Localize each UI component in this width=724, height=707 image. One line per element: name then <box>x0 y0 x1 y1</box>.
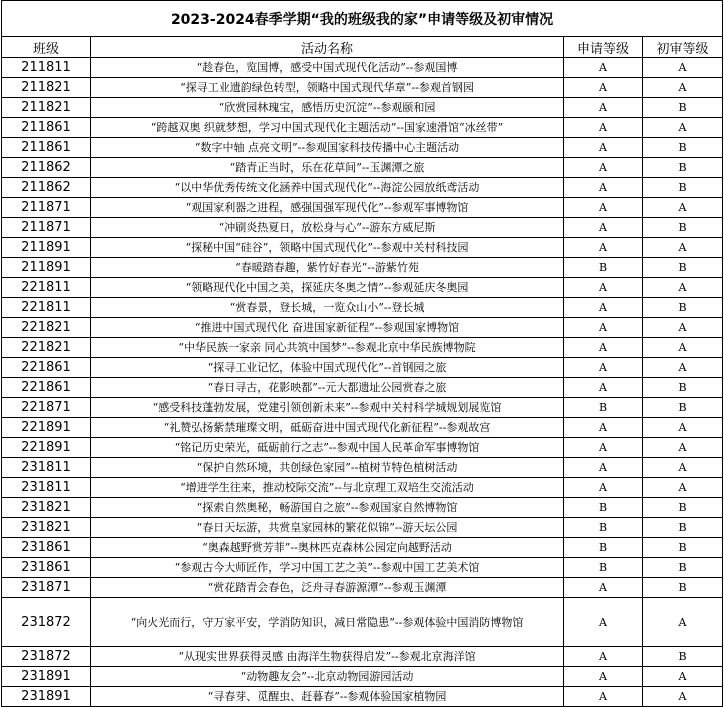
table-row <box>2 418 723 438</box>
table-row <box>2 138 723 158</box>
apply-level-cell: B <box>564 538 643 558</box>
review-level-cell: A <box>643 118 723 138</box>
review-level-cell: B <box>643 178 723 198</box>
apply-level-cell: A <box>564 138 643 158</box>
col-header-review-level: 初审等级 <box>643 37 723 58</box>
col-header-apply-level: 申请等级 <box>564 37 643 58</box>
class-cell: 221821 <box>2 318 91 338</box>
activity-cell: “冲刷炎热夏日，放松身与心”--游东方威尼斯 <box>91 218 564 238</box>
class-cell: 231861 <box>2 558 91 578</box>
activity-cell: “向火光而行，守万家平安，学消防知识，减日常隐患”--参观体验中国消防博物馆 <box>91 598 564 647</box>
table-title: 2023-2024春季学期“我的班级我的家”申请等级及初审情况 <box>2 1 723 37</box>
activity-cell: “探秘中国“硅谷”，领略中国式现代化”--参观中关村科技园 <box>91 238 564 258</box>
class-cell: 221811 <box>2 298 91 318</box>
activity-cell: “春日天坛游，共赏皇家园林的繁花似锦”--游天坛公园 <box>91 518 564 538</box>
review-level-cell: A <box>643 438 723 458</box>
review-level-cell: B <box>643 298 723 318</box>
table-row <box>2 478 723 498</box>
review-level-cell: A <box>643 238 723 258</box>
apply-level-cell: B <box>564 498 643 518</box>
class-cell: 231861 <box>2 538 91 558</box>
activity-cell: “探索自然奥秘，畅游国自之旅”--参观国家自然博物馆 <box>91 498 564 518</box>
class-cell: 211891 <box>2 238 91 258</box>
activity-cell: “跨越双奥 织就梦想，学习中国式现代化主题活动”--国家速滑馆“冰丝带” <box>91 118 564 138</box>
apply-level-cell: A <box>564 598 643 647</box>
table-row <box>2 198 723 218</box>
review-level-cell: B <box>643 647 723 667</box>
table-row <box>2 278 723 298</box>
apply-level-cell: A <box>564 418 643 438</box>
review-level-cell: A <box>643 78 723 98</box>
review-level-cell: A <box>643 278 723 298</box>
class-cell: 231871 <box>2 578 91 598</box>
class-cell: 231891 <box>2 687 91 707</box>
class-cell: 211811 <box>2 58 91 78</box>
apply-level-cell: A <box>564 118 643 138</box>
activity-cell: “趁春色，览国博，感受中国式现代化活动”--参观国博 <box>91 58 564 78</box>
apply-level-cell: A <box>564 278 643 298</box>
apply-level-cell: A <box>564 318 643 338</box>
class-cell: 211871 <box>2 198 91 218</box>
table-row <box>2 687 723 707</box>
apply-level-cell: B <box>564 558 643 578</box>
apply-level-cell: A <box>564 458 643 478</box>
class-cell: 221811 <box>2 278 91 298</box>
activity-cell: “参观古今大师匠作，学习中国工艺之美”--参观中国工艺美术馆 <box>91 558 564 578</box>
review-level-cell: B <box>643 218 723 238</box>
table-row <box>2 438 723 458</box>
review-level-cell: A <box>643 598 723 647</box>
class-cell: 231872 <box>2 647 91 667</box>
apply-level-cell: A <box>564 178 643 198</box>
review-level-cell: A <box>643 478 723 498</box>
class-cell: 231872 <box>2 598 91 647</box>
review-level-cell: B <box>643 578 723 598</box>
activity-cell: “赏花踏青会春色，泛舟寻春游源潭”--参观玉渊潭 <box>91 578 564 598</box>
activity-cell: “保护自然环境，共创绿色家园”--植树节特色植树活动 <box>91 458 564 478</box>
table-row <box>2 98 723 118</box>
table-row <box>2 358 723 378</box>
table-row <box>2 498 723 518</box>
class-cell: 221891 <box>2 418 91 438</box>
table-row <box>2 58 723 78</box>
apply-level-cell: A <box>564 158 643 178</box>
activity-cell: “铭记历史荣光，砥砺前行之志”--参观中国人民革命军事博物馆 <box>91 438 564 458</box>
activity-cell: “探寻工业遗韵绿色转型，领略中国式现代华章”--参观首钢园 <box>91 78 564 98</box>
activity-cell: “赏春景，登长城，一览众山小”--登长城 <box>91 298 564 318</box>
activity-cell: “奥森越野赏芳菲”--奥林匹克森林公园定向越野活动 <box>91 538 564 558</box>
table-row <box>2 218 723 238</box>
class-cell: 211861 <box>2 118 91 138</box>
table-row <box>2 338 723 358</box>
table-row <box>2 238 723 258</box>
activity-cell: “动物趣友会”--北京动物园游园活动 <box>91 667 564 687</box>
review-table <box>1 0 723 707</box>
class-cell: 221871 <box>2 398 91 418</box>
apply-level-cell: A <box>564 358 643 378</box>
table-row <box>2 558 723 578</box>
class-cell: 221861 <box>2 378 91 398</box>
apply-level-cell: B <box>564 518 643 538</box>
class-cell: 221891 <box>2 438 91 458</box>
class-cell: 211861 <box>2 138 91 158</box>
apply-level-cell: A <box>564 58 643 78</box>
review-level-cell: B <box>643 138 723 158</box>
review-level-cell: A <box>643 318 723 338</box>
activity-cell: “领略现代化中国之美，探延庆冬奥之情”--参观延庆冬奥园 <box>91 278 564 298</box>
col-header-class: 班级 <box>2 37 91 58</box>
table-row <box>2 78 723 98</box>
class-cell: 231811 <box>2 478 91 498</box>
activity-cell: “春暖踏春趣，紫竹好春光”--游紫竹苑 <box>91 258 564 278</box>
activity-cell: “礼赞弘扬紫禁璀璨文明，砥砺奋进中国式现代化新征程”--参观故宫 <box>91 418 564 438</box>
review-level-cell: B <box>643 558 723 578</box>
header-row <box>2 37 723 58</box>
table-row <box>2 667 723 687</box>
apply-level-cell: A <box>564 578 643 598</box>
apply-level-cell: A <box>564 378 643 398</box>
activity-cell: “从现实世界获得灵感 由海洋生物获得启发”--参观北京海洋馆 <box>91 647 564 667</box>
review-level-cell: A <box>643 358 723 378</box>
table-row <box>2 398 723 418</box>
table-row <box>2 378 723 398</box>
apply-level-cell: A <box>564 98 643 118</box>
table-row <box>2 518 723 538</box>
activity-cell: “中华民族一家亲 同心共筑中国梦”--参观北京中华民族博物院 <box>91 338 564 358</box>
table-row <box>2 578 723 598</box>
class-cell: 231821 <box>2 498 91 518</box>
review-level-cell: A <box>643 667 723 687</box>
review-level-cell: A <box>643 458 723 478</box>
class-cell: 211862 <box>2 158 91 178</box>
apply-level-cell: B <box>564 398 643 418</box>
review-level-cell: B <box>643 158 723 178</box>
table-row <box>2 318 723 338</box>
class-cell: 211821 <box>2 78 91 98</box>
apply-level-cell: A <box>564 338 643 358</box>
apply-level-cell: A <box>564 298 643 318</box>
review-level-cell: A <box>643 198 723 218</box>
table-row <box>2 258 723 278</box>
review-level-cell: B <box>643 378 723 398</box>
table-row <box>2 538 723 558</box>
activity-cell: “推进中国式现代化 奋进国家新征程”--参观国家博物馆 <box>91 318 564 338</box>
activity-cell: “欣赏园林瑰宝，感悟历史沉淀”--参观颐和园 <box>91 98 564 118</box>
class-cell: 211891 <box>2 258 91 278</box>
review-level-cell: B <box>643 98 723 118</box>
review-level-cell: B <box>643 258 723 278</box>
table-row <box>2 158 723 178</box>
review-level-cell: B <box>643 498 723 518</box>
apply-level-cell: A <box>564 667 643 687</box>
review-level-cell: A <box>643 58 723 78</box>
table-row <box>2 647 723 667</box>
review-level-cell: B <box>643 538 723 558</box>
table-row <box>2 458 723 478</box>
apply-level-cell: A <box>564 478 643 498</box>
apply-level-cell: A <box>564 238 643 258</box>
activity-cell: “以中华优秀传统文化涵养中国式现代化”--海淀公园放纸鸢活动 <box>91 178 564 198</box>
activity-cell: “寻春芽、觅醒虫、赶暮春”--参观体验国家植物园 <box>91 687 564 707</box>
class-cell: 231891 <box>2 667 91 687</box>
apply-level-cell: A <box>564 687 643 707</box>
class-cell: 211871 <box>2 218 91 238</box>
activity-cell: “探寻工业记忆，体验中国式现代化”--首钢园之旅 <box>91 358 564 378</box>
table-row <box>2 298 723 318</box>
class-cell: 221861 <box>2 358 91 378</box>
review-level-cell: A <box>643 338 723 358</box>
activity-cell: “观国家利器之进程，感强国强军现代化”--参观军事博物馆 <box>91 198 564 218</box>
activity-cell: “增进学生往来，推动校际交流”--与北京理工双培生交流活动 <box>91 478 564 498</box>
table-row <box>2 178 723 198</box>
table-row <box>2 118 723 138</box>
apply-level-cell: B <box>564 258 643 278</box>
review-level-cell: A <box>643 687 723 707</box>
class-cell: 221821 <box>2 338 91 358</box>
review-level-cell: B <box>643 518 723 538</box>
activity-cell: “数字中轴 点亮文明”--参观国家科技传播中心主题活动 <box>91 138 564 158</box>
review-level-cell: B <box>643 398 723 418</box>
col-header-activity: 活动名称 <box>91 37 564 58</box>
activity-cell: “春日寻古，花影映都”--元大都遗址公园赏春之旅 <box>91 378 564 398</box>
table-row <box>2 598 723 647</box>
apply-level-cell: A <box>564 438 643 458</box>
activity-cell: “感受科技蓬勃发展，党建引领创新未来”--参观中关村科学城规划展览馆 <box>91 398 564 418</box>
apply-level-cell: A <box>564 198 643 218</box>
apply-level-cell: A <box>564 647 643 667</box>
class-cell: 231811 <box>2 458 91 478</box>
apply-level-cell: A <box>564 78 643 98</box>
activity-cell: “踏青正当时，乐在花草间”--玉渊潭之旅 <box>91 158 564 178</box>
class-cell: 211862 <box>2 178 91 198</box>
apply-level-cell: A <box>564 218 643 238</box>
class-cell: 211821 <box>2 98 91 118</box>
class-cell: 231821 <box>2 518 91 538</box>
review-level-cell: A <box>643 418 723 438</box>
